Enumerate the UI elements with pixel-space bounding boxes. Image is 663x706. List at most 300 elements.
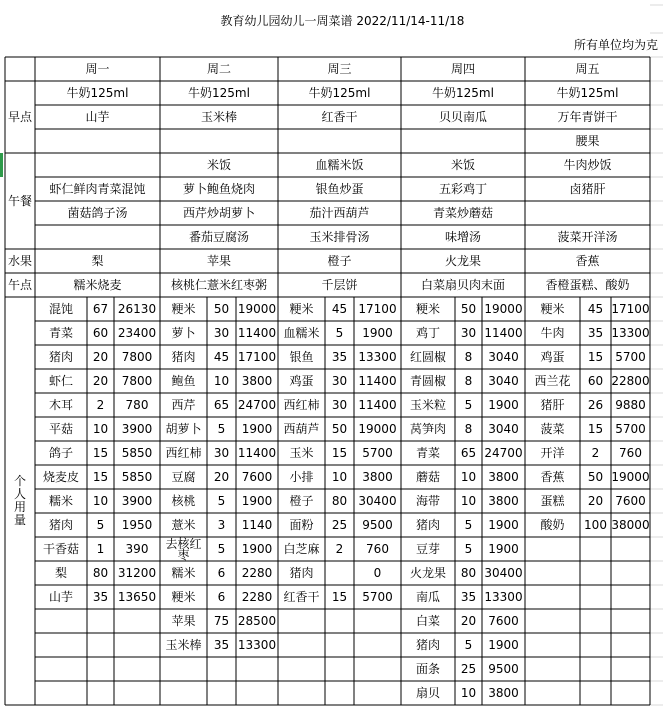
lunch-item: 青菜炒蘑菇: [432, 205, 493, 220]
ingredient-total: 11400: [484, 325, 523, 340]
ingredient-grams: [325, 633, 354, 657]
ingredient-total: 13300: [484, 589, 523, 604]
ingredient-grams: 35: [213, 637, 230, 652]
lunch-item: 米饭: [206, 157, 231, 172]
fruit-item: 橙子: [327, 253, 352, 268]
ingredient-name: 梨: [54, 565, 67, 580]
ingredient-total: 11400: [358, 397, 397, 412]
ingredient-name: 面粉: [289, 517, 314, 532]
ingredient-name: 鸡蛋: [289, 373, 314, 388]
ingredient-total: 38000: [611, 517, 650, 532]
ingredient-name: 粳米: [540, 301, 565, 316]
ingredient-grams: [325, 657, 354, 681]
ingredient-total: 760: [619, 445, 642, 460]
ingredient-total: 1900: [241, 541, 273, 556]
ingredient-name: 粳米: [415, 301, 440, 316]
ingredient-grams: 15: [331, 445, 348, 460]
ingredient-grams: 30: [331, 397, 348, 412]
ingredient-total: 1900: [488, 541, 519, 556]
ingredient-total: 17100: [358, 301, 397, 316]
breakfast-item: 牛奶125ml: [308, 85, 371, 100]
ingredient-name: 去核红枣: [165, 537, 202, 561]
ingredient-name: 酸奶: [540, 517, 565, 532]
ingredient-total: 3800: [488, 493, 519, 508]
ingredient-grams: 80: [331, 493, 348, 508]
ingredient-total: 1900: [488, 397, 519, 412]
ingredient-total: 13300: [611, 325, 650, 340]
ingredient-grams: [580, 657, 611, 681]
ingredient-grams: 50: [213, 301, 230, 316]
ingredient-total: 3900: [121, 493, 153, 508]
lunch-item: 萝卜鲍鱼烧肉: [182, 181, 255, 196]
ingredient-grams: 35: [460, 589, 477, 604]
breakfast-item: 红香干: [321, 109, 358, 124]
ingredient-grams: 15: [331, 589, 348, 604]
ingredient-total: 5700: [615, 349, 646, 364]
ingredient-total: 3900: [121, 421, 153, 436]
ingredient-total: 28500: [237, 613, 277, 628]
ingredient-total: 11400: [237, 325, 277, 340]
ingredient-name: 青圆椒: [409, 373, 446, 388]
ingredient-total: [611, 609, 650, 633]
ingredient-grams: 5: [217, 421, 226, 436]
ingredient-grams: 45: [213, 349, 230, 364]
ingredient-total: [354, 657, 401, 681]
ingredient-grams: 10: [92, 421, 109, 436]
ingredient-grams: 35: [587, 325, 604, 340]
ingredient-grams: 20: [92, 373, 109, 388]
ingredient-name: 银鱼: [289, 349, 314, 364]
ingredient-total: [611, 633, 650, 657]
ingredient-grams: 35: [92, 589, 109, 604]
ingredient-total: [236, 681, 278, 705]
ingredient-total: 19000: [611, 469, 650, 484]
ingredient-name: 玉米: [289, 445, 314, 460]
ingredient-grams: 100: [584, 517, 607, 532]
ingredient-total: 1900: [488, 517, 519, 532]
ingredient-name: 火龙果: [409, 565, 446, 580]
ingredient-grams: 8: [464, 421, 473, 436]
ingredient-name: 猪肉: [48, 517, 73, 532]
ingredient-grams: 67: [92, 301, 109, 316]
ingredient-grams: 50: [587, 469, 604, 484]
ingredient-name: 青菜: [415, 445, 440, 460]
ingredient-grams: 45: [331, 301, 348, 316]
ingredient-grams: [87, 633, 114, 657]
ingredient-name: 虾仁: [48, 373, 73, 388]
ingredient-name: [525, 561, 580, 585]
ingredient-grams: 15: [92, 469, 109, 484]
ingredient-name: 猪肉: [415, 637, 440, 652]
ingredient-grams: 2: [335, 541, 344, 556]
ingredient-grams: 20: [587, 493, 604, 508]
ingredient-grams: 30: [460, 325, 477, 340]
ingredient-total: 31200: [117, 565, 157, 580]
ingredient-grams: [580, 561, 611, 585]
ingredient-total: 19000: [358, 421, 397, 436]
ingredient-grams: 25: [460, 661, 477, 676]
ingredient-name: 猪肉: [48, 349, 73, 364]
ingredient-total: 2280: [241, 565, 273, 580]
lunch-item: 银鱼炒蛋: [315, 181, 364, 196]
snack-item: 核桃仁薏米红枣粥: [170, 277, 267, 292]
ingredient-name: 核桃: [171, 493, 196, 508]
ingredient-name: 海带: [415, 493, 440, 508]
ingredient-name: 白芝麻: [283, 541, 320, 556]
ingredient-grams: 10: [460, 685, 477, 700]
ingredient-name: [525, 585, 580, 609]
ingredient-total: 17100: [237, 349, 277, 364]
lunch-item: 玉米排骨汤: [309, 229, 370, 244]
ingredient-total: [114, 681, 160, 705]
ingredient-total: 7800: [121, 349, 153, 364]
ingredient-grams: [325, 561, 354, 585]
day-header-4: 周四: [450, 61, 475, 76]
ingredient-name: 菠菜: [540, 421, 565, 436]
ingredient-total: 3040: [488, 373, 519, 388]
ingredient-name: [35, 633, 87, 657]
ingredient-total: [114, 633, 160, 657]
ingredient-name: [35, 609, 87, 633]
ingredient-total: 5700: [615, 421, 646, 436]
ingredient-total: 7800: [121, 373, 153, 388]
ingredient-total: 26130: [117, 301, 157, 316]
ingredient-grams: [207, 681, 236, 705]
ingredient-grams: 65: [213, 397, 230, 412]
ingredient-grams: 50: [331, 421, 348, 436]
ingredient-total: 3800: [362, 469, 393, 484]
ingredient-total: [114, 609, 160, 633]
ingredient-grams: 15: [92, 445, 109, 460]
ingredient-grams: 6: [217, 589, 226, 604]
ingredient-grams: 20: [213, 469, 230, 484]
breakfast-item: 万年青饼干: [557, 109, 618, 124]
ingredient-grams: 60: [92, 325, 109, 340]
lunch-item: [525, 201, 650, 225]
snack-item: 糯米烧麦: [73, 277, 122, 292]
breakfast-item: [160, 129, 278, 153]
ingredient-total: 24700: [484, 445, 523, 460]
ingredient-grams: 5: [96, 517, 105, 532]
ingredient-name: 玉米粒: [409, 397, 446, 412]
breakfast-item: [35, 129, 160, 153]
ingredient-total: [611, 561, 650, 585]
ingredient-name: [160, 657, 207, 681]
ingredient-name: 糯米: [48, 493, 73, 508]
ingredient-total: 1950: [121, 517, 153, 532]
ingredient-name: 香蕉: [540, 469, 565, 484]
ingredient-name: 鸡蛋: [540, 349, 565, 364]
ingredient-name: 混饨: [48, 301, 73, 316]
ingredient-name: 南瓜: [415, 589, 440, 604]
ingredient-total: 3800: [488, 685, 519, 700]
ingredient-name: 蛋糕: [540, 493, 565, 508]
ingredient-total: 1900: [488, 637, 519, 652]
lunch-item: 菠菜开洋汤: [557, 229, 618, 244]
lunch-item: 米饭: [450, 157, 475, 172]
page-title: 教育幼儿园幼儿一周菜谱 2022/11/14-11/18: [220, 14, 465, 28]
ingredient-grams: 30: [213, 325, 230, 340]
ingredient-total: 1900: [241, 421, 273, 436]
ingredient-total: 13650: [117, 589, 157, 604]
breakfast-item: 山芋: [85, 109, 110, 124]
ingredient-total: 5850: [121, 445, 153, 460]
ingredient-name: 血糯米: [283, 325, 320, 340]
ingredient-grams: 26: [587, 397, 604, 412]
ingredient-total: 760: [366, 541, 389, 556]
breakfast-item: [401, 129, 525, 153]
ingredient-total: [354, 681, 401, 705]
ingredient-total: 1900: [362, 325, 393, 340]
ingredient-name: 红香干: [283, 589, 320, 604]
ingredient-total: 13300: [358, 349, 397, 364]
ingredient-total: 5850: [121, 469, 153, 484]
ingredient-grams: [580, 537, 611, 561]
ingredient-name: 豆腐: [171, 469, 196, 484]
ingredient-name: 蘑菇: [415, 469, 440, 484]
ingredient-total: 3040: [488, 349, 519, 364]
lunch-item: 卤猪肝: [569, 181, 606, 196]
ingredient-name: 胡萝卜: [165, 421, 202, 436]
ingredient-grams: 80: [460, 565, 477, 580]
ingredient-total: 3800: [241, 373, 273, 388]
ingredient-grams: 30: [213, 445, 230, 460]
ingredient-total: 30400: [358, 493, 397, 508]
ingredient-grams: 5: [464, 397, 473, 412]
ingredient-name: 猪肉: [415, 517, 440, 532]
ingredient-grams: 15: [587, 421, 604, 436]
ingredient-grams: 5: [217, 541, 226, 556]
lunch-item: [35, 153, 160, 177]
ingredient-name: 豆芽: [415, 541, 440, 556]
day-header-2: 周二: [206, 61, 231, 76]
unit-note: 所有单位均为克: [573, 37, 658, 52]
section-label-lunch: 午餐: [7, 193, 32, 208]
fruit-item: 梨: [91, 253, 104, 268]
day-header-5: 周五: [575, 61, 600, 76]
ingredient-name: 薏米: [171, 517, 196, 532]
ingredient-name: [278, 657, 325, 681]
ingredient-name: [278, 681, 325, 705]
snack-item: 千层饼: [321, 277, 358, 292]
snack-item: 白菜扇贝肉末面: [420, 277, 505, 292]
ingredient-name: 粳米: [289, 301, 314, 316]
ingredient-grams: 50: [460, 301, 477, 316]
ingredient-name: 玉米棒: [165, 637, 202, 652]
ingredient-grams: [325, 609, 354, 633]
ingredient-total: 1140: [241, 517, 273, 532]
ingredient-grams: 80: [92, 565, 109, 580]
ingredient-grams: 25: [331, 517, 348, 532]
ingredient-total: [611, 537, 650, 561]
ingredient-total: 30400: [484, 565, 523, 580]
ingredient-total: 7600: [241, 469, 273, 484]
ingredient-grams: [580, 609, 611, 633]
lunch-item: 番茄豆腐汤: [188, 229, 249, 244]
ingredient-name: 木耳: [48, 397, 73, 412]
ingredient-grams: 65: [460, 445, 477, 460]
ingredient-total: 11400: [237, 445, 277, 460]
breakfast-item: 牛奶125ml: [188, 85, 250, 100]
lunch-item: 菌菇鸽子汤: [67, 205, 128, 220]
ingredient-grams: 10: [213, 373, 230, 388]
ingredient-grams: [87, 657, 114, 681]
lunch-item: 茄汁西葫芦: [309, 205, 370, 220]
ingredient-grams: 10: [331, 469, 348, 484]
ingredient-total: 9500: [362, 517, 393, 532]
ingredient-name: 牛肉: [540, 325, 565, 340]
ingredient-grams: 1: [96, 541, 105, 556]
ingredient-grams: 75: [213, 613, 230, 628]
lunch-item: [35, 225, 160, 249]
ingredient-total: 11400: [358, 373, 397, 388]
ingredient-name: 白菜: [415, 613, 440, 628]
ingredient-total: 5700: [362, 445, 393, 460]
ingredient-grams: 20: [460, 613, 477, 628]
ingredient-total: [354, 633, 401, 657]
ingredient-name: 西芹: [171, 397, 196, 412]
ingredient-name: [525, 681, 580, 705]
ingredient-name: 青菜: [48, 325, 73, 340]
lunch-item: 味增汤: [444, 229, 481, 244]
ingredient-grams: [325, 681, 354, 705]
ingredient-grams: [580, 633, 611, 657]
ingredient-grams: 8: [464, 349, 473, 364]
ingredient-name: 鲍鱼: [171, 373, 196, 388]
ingredient-grams: 5: [335, 325, 344, 340]
ingredient-grams: 3: [217, 517, 226, 532]
ingredient-grams: 5: [217, 493, 226, 508]
ingredient-name: 猪肉: [171, 349, 196, 364]
ingredient-name: 猪肉: [289, 565, 314, 580]
ingredient-grams: 2: [591, 445, 600, 460]
ingredient-name: 橙子: [289, 493, 314, 508]
ingredient-total: 1900: [241, 493, 273, 508]
ingredient-total: 23400: [117, 325, 157, 340]
ingredient-grams: 60: [587, 373, 604, 388]
ingredient-name: 猪肝: [540, 397, 565, 412]
ingredient-total: 3040: [488, 421, 519, 436]
ingredient-name: 红圆椒: [409, 349, 446, 364]
ingredient-grams: 6: [217, 565, 226, 580]
ingredient-name: 苹果: [171, 613, 196, 628]
ingredient-name: 萝卜: [171, 325, 196, 340]
ingredient-grams: [580, 585, 611, 609]
ingredient-grams: 30: [331, 373, 348, 388]
ingredient-name: 莴笋肉: [409, 421, 446, 436]
ingredient-name: 西兰花: [534, 373, 571, 388]
ingredient-name: [278, 633, 325, 657]
fruit-item: 苹果: [206, 253, 231, 268]
ingredient-name: [525, 609, 580, 633]
breakfast-item: 牛奶125ml: [432, 85, 494, 100]
ingredient-grams: 15: [587, 349, 604, 364]
lunch-item: 五彩鸡丁: [438, 181, 487, 196]
ingredient-total: [611, 585, 650, 609]
breakfast-item: 玉米棒: [200, 109, 237, 124]
ingredient-grams: 35: [331, 349, 348, 364]
ingredient-name: [525, 537, 580, 561]
ingredient-name: 开洋: [540, 445, 565, 460]
breakfast-item: 腰果: [575, 133, 600, 148]
breakfast-item: [278, 129, 401, 153]
ingredient-name: 山芋: [48, 589, 73, 604]
ingredient-grams: [580, 681, 611, 705]
ingredient-name: 平菇: [48, 421, 73, 436]
ingredient-name: 扇贝: [415, 685, 440, 700]
ingredient-name: 干香菇: [42, 541, 79, 556]
ingredient-name: 面条: [415, 661, 440, 676]
snack-item: 香橙蛋糕、酸奶: [545, 277, 630, 292]
ingredient-grams: 10: [460, 493, 477, 508]
ingredient-name: [35, 657, 87, 681]
ingredient-total: 13300: [237, 637, 277, 652]
ingredient-name: 西红柿: [283, 397, 320, 412]
ingredient-name: 西葫芦: [283, 421, 320, 436]
fruit-item: 香蕉: [575, 253, 600, 268]
ingredient-grams: 8: [464, 373, 473, 388]
ingredient-total: 390: [125, 541, 149, 556]
ingredient-total: 780: [125, 397, 149, 412]
ingredient-name: 鸡丁: [415, 325, 440, 340]
ingredient-name: [35, 681, 87, 705]
section-label-breakfast: 早点: [7, 109, 32, 124]
breakfast-item: 牛奶125ml: [66, 85, 129, 100]
ingredient-total: 9880: [615, 397, 646, 412]
ingredient-total: [611, 657, 650, 681]
ingredient-total: 7600: [615, 493, 646, 508]
ingredient-grams: 5: [464, 541, 473, 556]
ingredient-total: 19000: [237, 301, 277, 316]
ingredient-grams: 45: [587, 301, 604, 316]
section-label-fruit: 水果: [7, 253, 32, 268]
ingredient-name: 鸽子: [48, 445, 73, 460]
selection-indicator: [0, 153, 3, 177]
ingredient-name: 烧麦皮: [42, 469, 79, 484]
lunch-item: 虾仁鲜肉青菜混饨: [49, 181, 146, 196]
ingredient-total: 17100: [611, 301, 650, 316]
ingredient-total: [114, 657, 160, 681]
ingredient-grams: [207, 657, 236, 681]
ingredient-grams: 2: [96, 397, 105, 412]
breakfast-item: 贝贝南瓜: [438, 109, 487, 124]
ingredient-grams: [87, 609, 114, 633]
ingredient-total: 0: [373, 565, 382, 580]
lunch-item: 牛肉炒饭: [563, 157, 612, 172]
ingredient-grams: 10: [92, 493, 109, 508]
ingredient-total: 7600: [488, 613, 519, 628]
breakfast-item: 牛奶125ml: [556, 85, 619, 100]
ingredient-grams: 10: [460, 469, 477, 484]
section-label-snack: 午点: [7, 277, 32, 292]
section-label-personal: 个人用量: [13, 474, 26, 527]
ingredient-total: [236, 657, 278, 681]
ingredient-total: 22800: [611, 373, 650, 388]
ingredient-total: 2280: [241, 589, 273, 604]
fruit-item: 火龙果: [444, 253, 481, 268]
lunch-item: 西芹炒胡萝卜: [182, 205, 255, 220]
day-header-3: 周三: [327, 61, 352, 76]
ingredient-grams: [87, 681, 114, 705]
ingredient-total: 5700: [362, 589, 393, 604]
ingredient-total: 24700: [237, 397, 277, 412]
ingredient-total: [611, 681, 650, 705]
ingredient-grams: 5: [464, 517, 473, 532]
ingredient-grams: 5: [464, 637, 473, 652]
ingredient-name: 粳米: [171, 301, 196, 316]
day-header-1: 周一: [85, 61, 110, 76]
ingredient-name: 粳米: [171, 589, 196, 604]
